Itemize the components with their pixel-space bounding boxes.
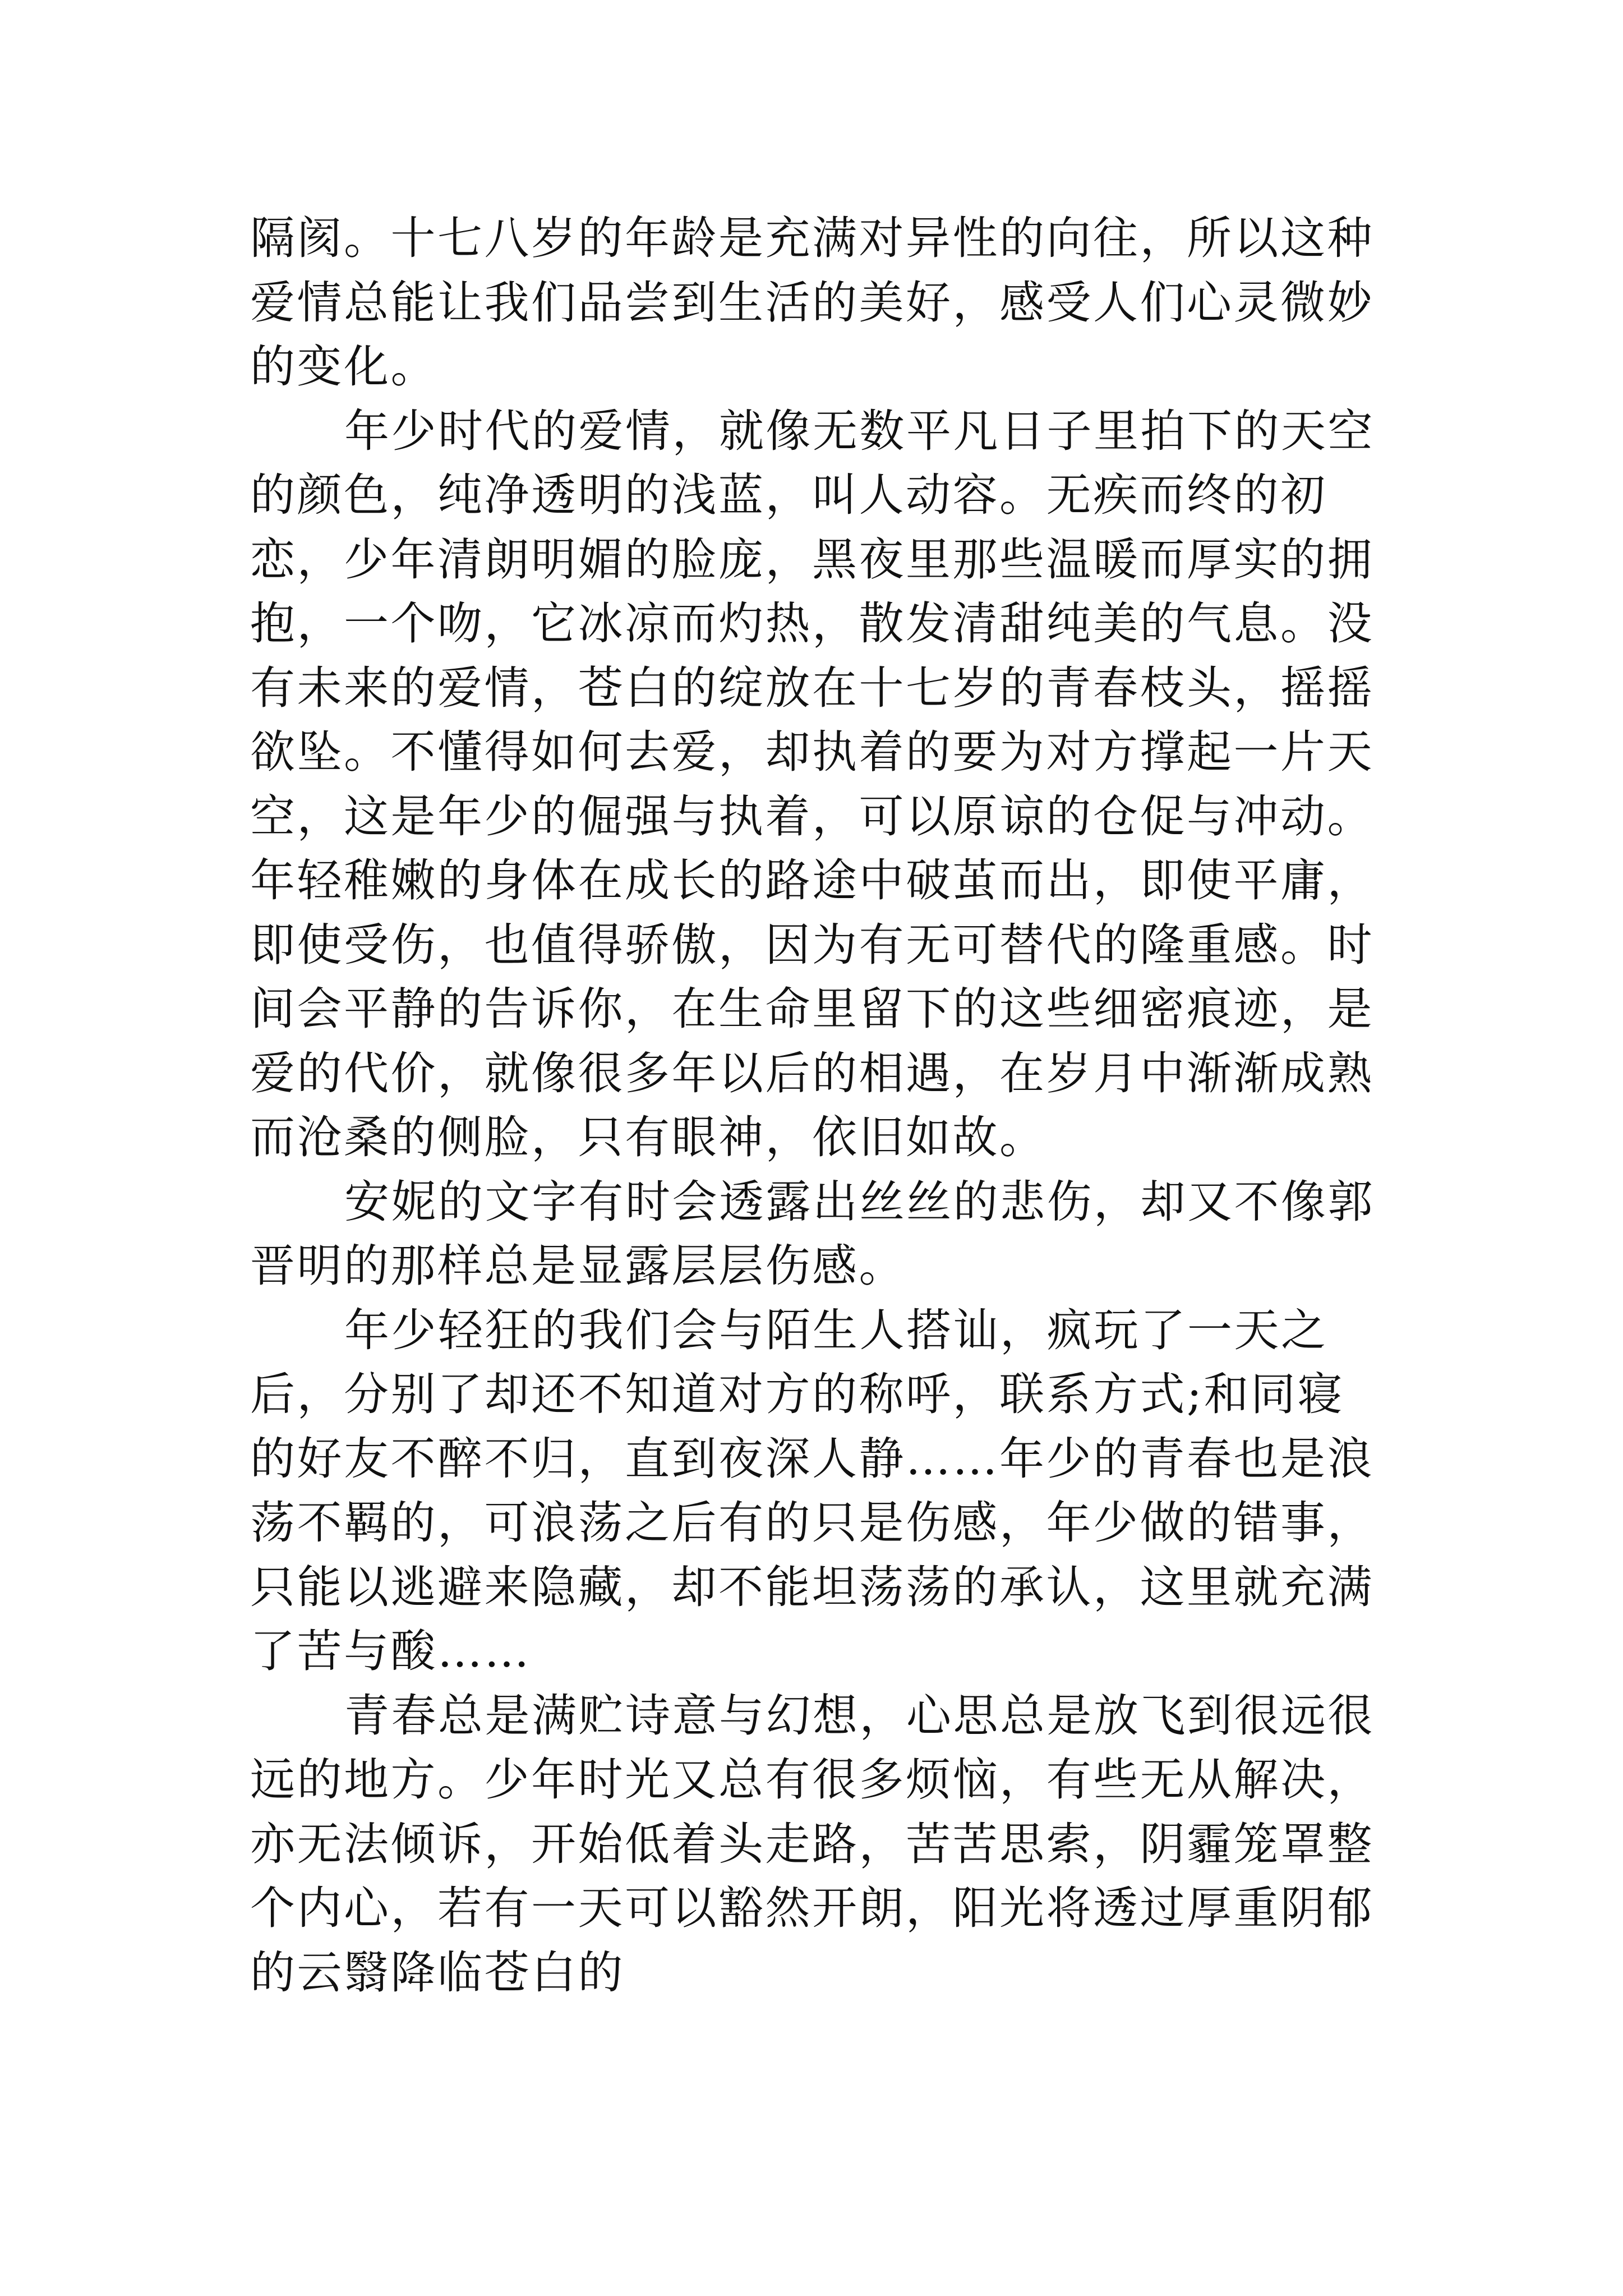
- paragraph-4: 年少轻狂的我们会与陌生人搭讪，疯玩了一天之后，分别了却还不知道对方的称呼，联系方式;和同寝的好友不醉不归，直到夜深人静……年少的青春也是浪荡不羁的，可浪荡之后有的只是伤感，年少做的错事，只能以逃避来隐藏，却不能坦荡荡的承认，这里就充满了苦与酸……: [250, 1304, 1374, 1677]
- document-body: [250, 206, 1380, 2005]
- paragraph-1: 隔阂。十七八岁的年龄是充满对异性的向往，所以这种爱情总能让我们品尝到生活的美好，感受人们心灵微妙的变化。: [250, 212, 1374, 393]
- paragraph-5: 青春总是满贮诗意与幻想，心思总是放飞到很远很远的地方。少年时光又总有很多烦恼，有些无从解决，亦无法倾诉，开始低着头走路，苦苦思索，阴霾笼罩整个内心，若有一天可以豁然开朗，阳光将透过厚重阴郁的云翳降临苍白的: [250, 1689, 1375, 1999]
- paragraph-2: 年少时代的爱情，就像无数平凡日子里拍下的天空的颜色，纯净透明的浅蓝，叫人动容。无疾而终的初恋，少年清朗明媚的脸庞，黑夜里那些温暖而厚实的拥抱，一个吻，它冰凉而灼热，散发清甜纯美的气息。没有未来的爱情，苍白的绽放在十七岁的青春枝头，摇摇欲坠。不懂得如何去爱，却执着的要为对方撑起一片天空，这是年少的倔强与执着，可以原谅的仓促与冲动。年轻稚嫩的身体在成长的路途中破茧而出，即使平庸，即使受伤，也值得骄傲，因为有无可替代的隆重感。时间会平静的告诉你，在生命里留下的这些细密痕迹，是爱的代价，就像很多年以后的相遇，在岁月中渐渐成熟而沧桑的侧脸，只有眼神，依旧如故。: [250, 404, 1375, 1163]
- paragraph-3: 安妮的文字有时会透露出丝丝的悲伤，却又不像郭晋明的那样总是显露层层伤感。: [250, 1175, 1375, 1292]
